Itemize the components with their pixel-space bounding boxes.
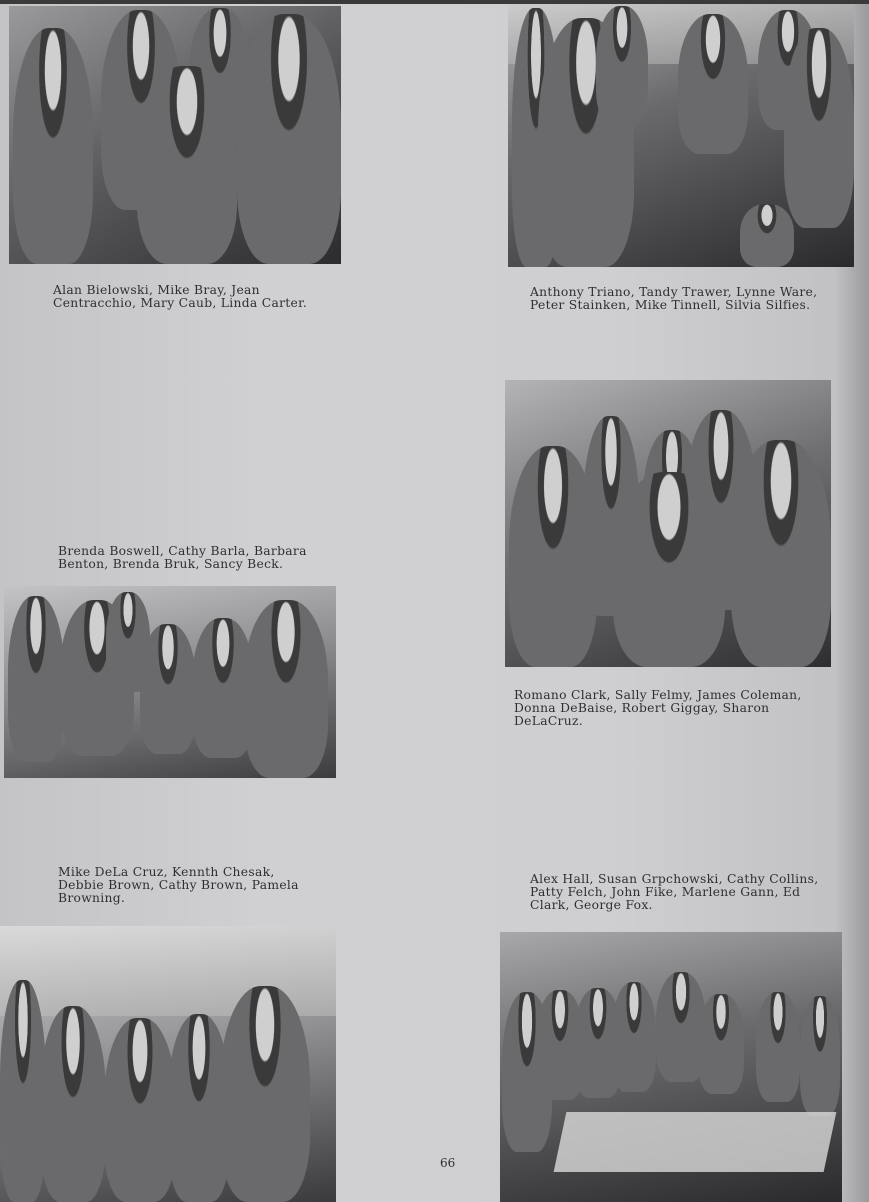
caption-group-2	[530, 286, 817, 312]
caption-line: Mike DeLa Cruz, Kennth Chesak,	[58, 865, 275, 879]
caption-line: DeLaCruz.	[514, 714, 583, 728]
caption-group-4	[514, 689, 802, 728]
photo-group-1	[9, 6, 341, 264]
photo-group-2	[508, 4, 854, 267]
caption-line: Browning.	[58, 891, 126, 905]
photo-group-4	[505, 380, 831, 667]
photo-group-3	[4, 586, 336, 778]
page-number: 66	[440, 1156, 456, 1170]
caption-group-6	[530, 873, 818, 912]
caption-line: Anthony Triano, Tandy Trawer, Lynne Ware,	[530, 285, 818, 299]
caption-line: Alex Hall, Susan Grpchowski, Cathy Collins,	[530, 872, 819, 886]
caption-line: Centracchio, Mary Caub, Linda Carter.	[53, 296, 308, 310]
caption-line: Donna DeBaise, Robert Giggay, Sharon	[514, 701, 770, 715]
caption-group-1	[53, 284, 307, 310]
photo-group-6	[500, 932, 842, 1202]
caption-line: Clark, George Fox.	[530, 898, 653, 912]
caption-line: Romano Clark, Sally Felmy, James Coleman,	[514, 688, 802, 702]
caption-line: Patty Felch, John Fike, Marlene Gann, Ed	[530, 885, 801, 899]
caption-group-5	[58, 866, 299, 905]
caption-group-3	[58, 545, 307, 571]
photo-group-5	[0, 926, 336, 1202]
caption-line: Debbie Brown, Cathy Brown, Pamela	[58, 878, 299, 892]
caption-line: Alan Bielowski, Mike Bray, Jean	[53, 283, 260, 297]
caption-line: Peter Stainken, Mike Tinnell, Silvia Silfies.	[530, 298, 811, 312]
caption-line: Benton, Brenda Bruk, Sancy Beck.	[58, 557, 284, 571]
caption-line: Brenda Boswell, Cathy Barla, Barbara	[58, 544, 307, 558]
